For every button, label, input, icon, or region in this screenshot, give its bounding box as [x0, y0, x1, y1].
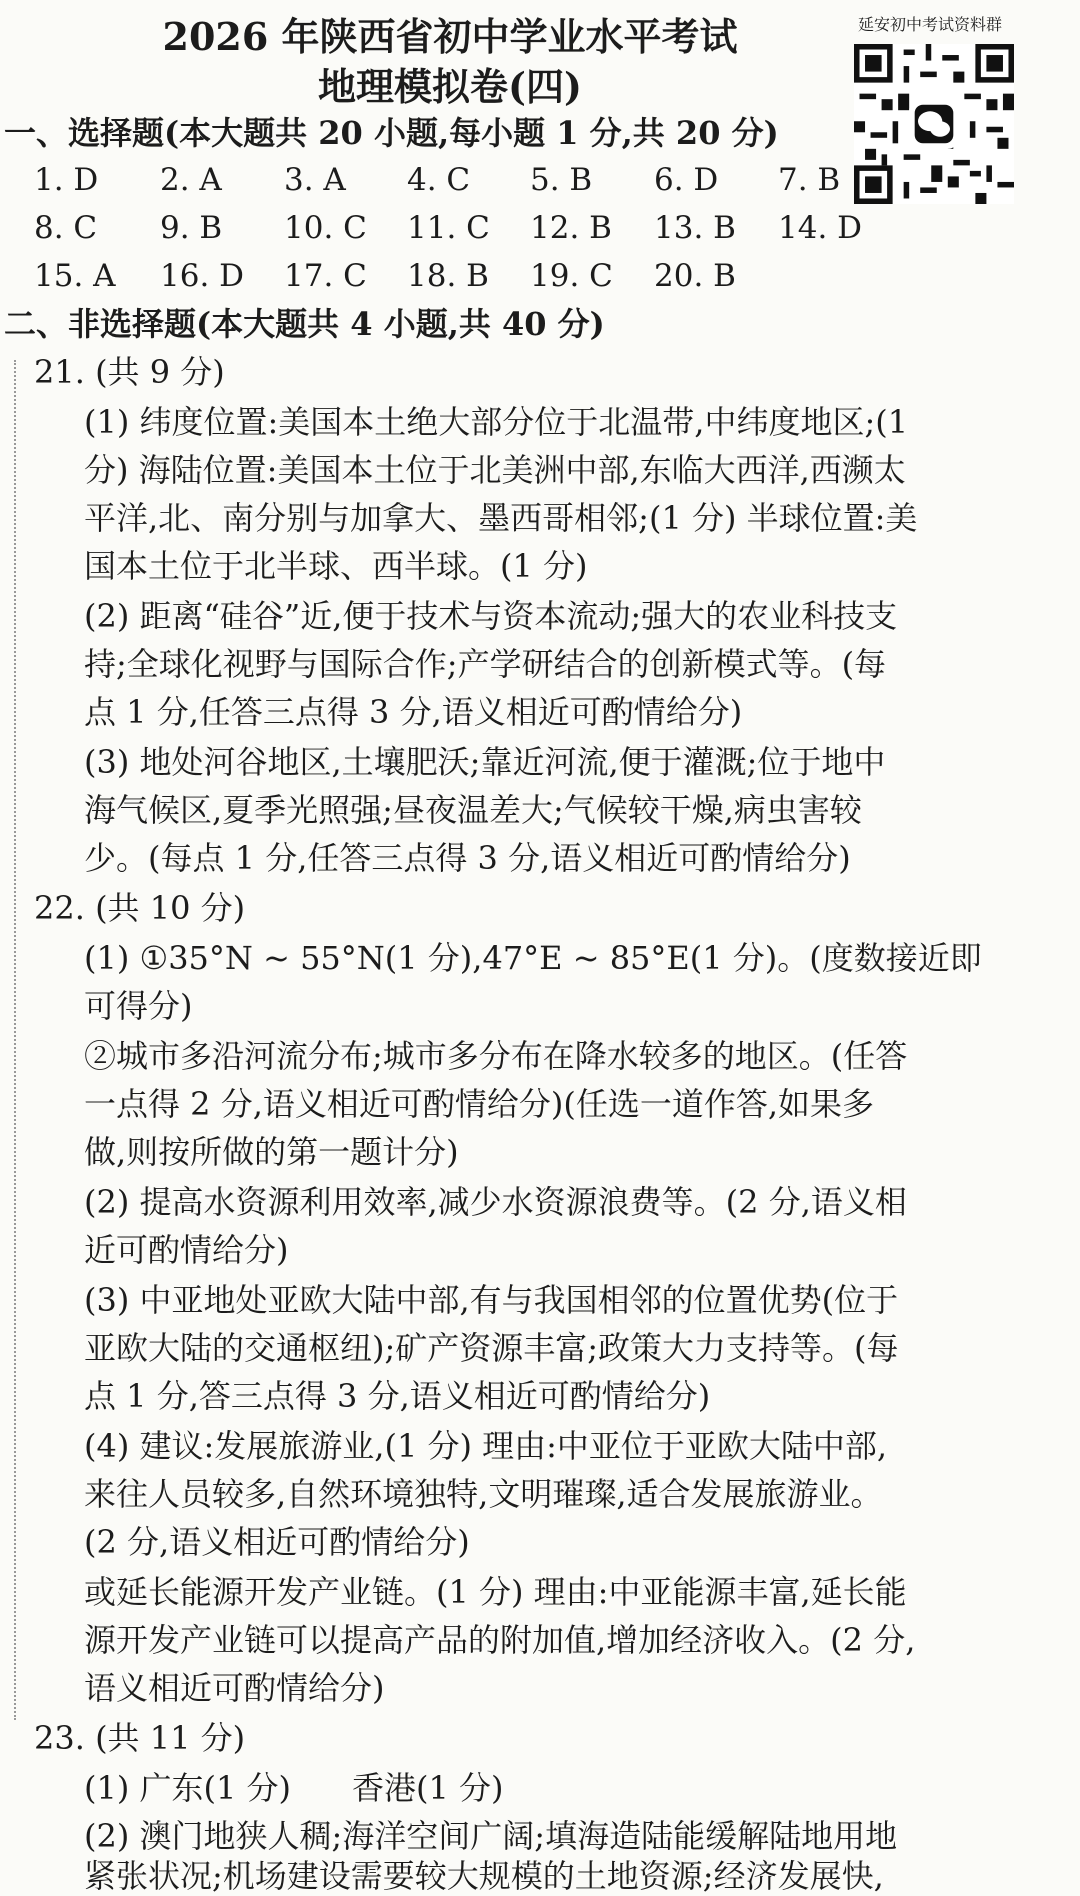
q23-text-line: (1) 广东(1 分) 香港(1 分): [84, 1769, 504, 1807]
answer-10: 10. C: [284, 210, 367, 246]
page-title: 2026 年陕西省初中学业水平考试: [162, 14, 738, 59]
q21-text-line: 持;全球化视野与国际合作;产学研结合的创新模式等。(每: [84, 645, 887, 683]
answer-17: 17. C: [284, 258, 367, 294]
answer-11: 11. C: [407, 210, 490, 246]
answer-3: 3. A: [284, 162, 346, 198]
answer-2: 2. A: [160, 162, 222, 198]
answer-12: 12. B: [530, 210, 612, 246]
answer-18: 18. B: [407, 258, 489, 294]
q22-header: 22. (共 10 分): [34, 889, 246, 927]
q22-text-line: 语义相近可酌情给分): [84, 1669, 385, 1707]
q21-text-line: 点 1 分,任答三点得 3 分,语义相近可酌情给分): [84, 693, 743, 731]
answer-15: 15. A: [34, 258, 116, 294]
q23-header: 23. (共 11 分): [34, 1719, 246, 1757]
answer-6: 6. D: [654, 162, 719, 198]
q22-text-line: 近可酌情给分): [84, 1231, 289, 1269]
q22-text-line: 源开发产业链可以提高产品的附加值,增加经济收入。(2 分,: [84, 1621, 916, 1659]
q23-text-line: (2) 澳门地狭人稠;海洋空间广阔;填海造陆能缓解陆地用地: [84, 1817, 898, 1855]
answer-7: 7. B: [778, 162, 841, 198]
q22-text-line: 来往人员较多,自然环境独特,文明璀璨,适合发展旅游业。: [84, 1475, 883, 1513]
q21-header: 21. (共 9 分): [34, 353, 225, 391]
q22-text-line: 做,则按所做的第一题计分): [84, 1133, 459, 1171]
q22-text-line: 或延长能源开发产业链。(1 分) 理由:中亚能源丰富,延长能: [84, 1573, 907, 1611]
q22-text-line: (3) 中亚地处亚欧大陆中部,有与我国相邻的位置优势(位于: [84, 1281, 899, 1319]
q22-text-line: ②城市多沿河流分布;城市多分布在降水较多的地区。(任答: [84, 1037, 908, 1075]
answer-4: 4. C: [407, 162, 471, 198]
q21-text-line: (3) 地处河谷地区,土壤肥沃;靠近河流,便于灌溉;位于地中: [84, 743, 886, 781]
q23-text-line: 紧张状况;机场建设需要较大规模的土地资源;经济发展快,: [84, 1857, 884, 1895]
answer-20: 20. B: [654, 258, 736, 294]
answer-14: 14. D: [778, 210, 863, 246]
section-1-heading: 一、选择题(本大题共 20 小题,每小题 1 分,共 20 分): [4, 114, 779, 152]
answer-8: 8. C: [34, 210, 98, 246]
q22-text-line: (2 分,语义相近可酌情给分): [84, 1523, 470, 1561]
wechat-qr-code-icon: [854, 44, 1014, 204]
q22-text-line: (1) ①35°N ~ 55°N(1 分),47°E ~ 85°E(1 分)。(度数接近即: [84, 939, 982, 977]
q22-text-line: 亚欧大陆的交通枢纽);矿产资源丰富;政策大力支持等。(每: [84, 1329, 899, 1367]
answer-16: 16. D: [160, 258, 245, 294]
q21-text-line: (2) 距离“硅谷”近,便于技术与资本流动;强大的农业科技支: [84, 597, 898, 635]
q22-text-line: (4) 建议:发展旅游业,(1 分) 理由:中亚位于亚欧大陆中部,: [84, 1427, 888, 1465]
section-2-heading: 二、非选择题(本大题共 4 小题,共 40 分): [4, 305, 605, 343]
q21-text-line: 国本土位于北半球、西半球。(1 分): [84, 547, 588, 585]
q21-text-line: (1) 纬度位置:美国本土绝大部分位于北温带,中纬度地区;(1: [84, 403, 909, 441]
q22-text-line: 一点得 2 分,语义相近可酌情给分)(任选一道作答,如果多: [84, 1085, 875, 1123]
q21-text-line: 少。(每点 1 分,任答三点得 3 分,语义相近可酌情给分): [84, 839, 851, 877]
answer-9: 9. B: [160, 210, 223, 246]
answer-19: 19. C: [530, 258, 613, 294]
q22-text-line: (2) 提高水资源利用效率,减少水资源浪费等。(2 分,语义相: [84, 1183, 907, 1221]
qr-caption: 延安初中考试资料群: [858, 15, 1003, 34]
answer-13: 13. B: [654, 210, 736, 246]
q21-text-line: 平洋,北、南分别与加拿大、墨西哥相邻;(1 分) 半球位置:美: [84, 499, 918, 537]
q21-text-line: 海气候区,夏季光照强;昼夜温差大;气候较干燥,病虫害较: [84, 791, 862, 829]
q22-text-line: 点 1 分,答三点得 3 分,语义相近可酌情给分): [84, 1377, 711, 1415]
page-subtitle: 地理模拟卷(四): [318, 64, 582, 109]
q22-text-line: 可得分): [84, 987, 193, 1025]
answer-1: 1. D: [34, 162, 99, 198]
answer-5: 5. B: [530, 162, 593, 198]
q21-text-line: 分) 海陆位置:美国本土位于北美洲中部,东临大西洋,西濒太: [84, 451, 906, 489]
margin-dotted-rule: [14, 360, 16, 1720]
